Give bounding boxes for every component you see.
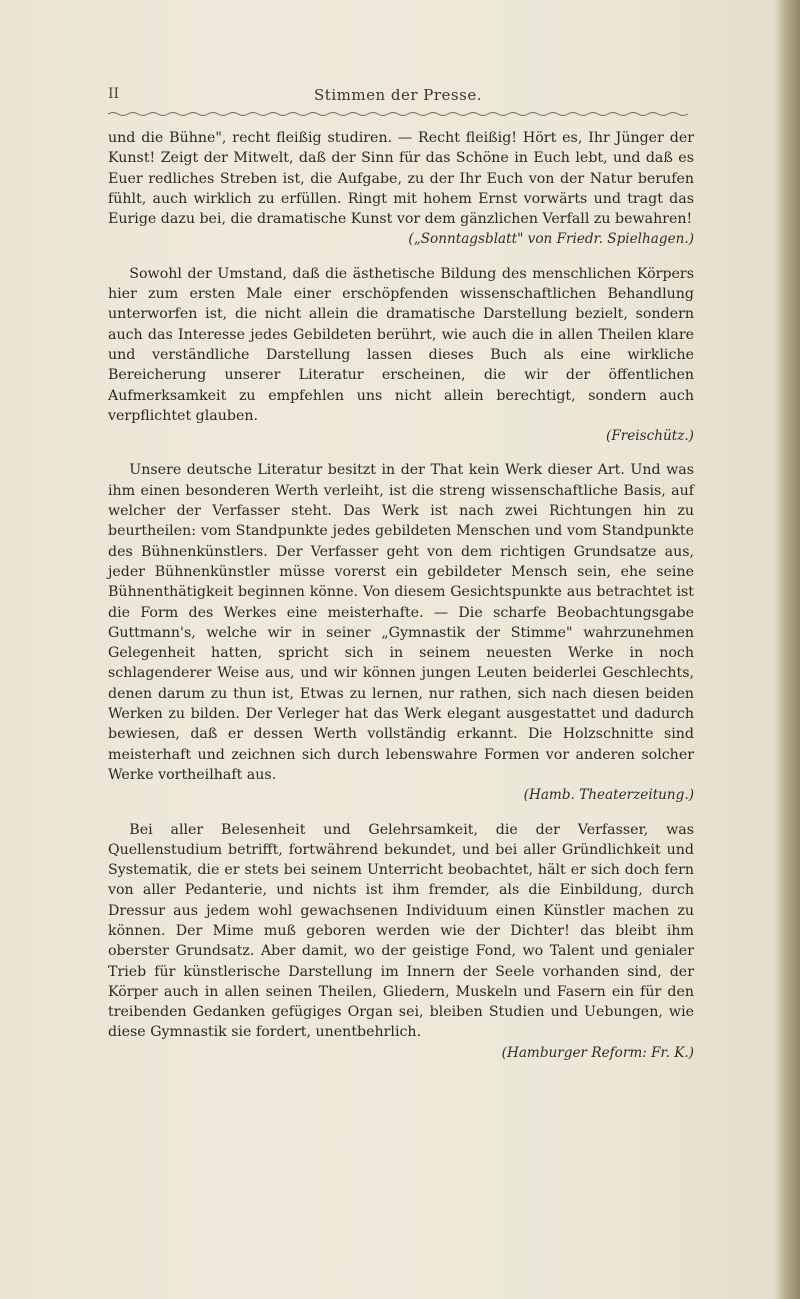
review-source: (Hamburger Reform: Fr. K.) (501, 1044, 694, 1061)
paragraph-gap (108, 452, 694, 460)
review-paragraph: Bei aller Belesenheit und Gelehrsamkeit, die der Verfasser, was Quellenstudium betrifft, fortwährend bekundet, und bei aller Gründlichkeit und Systematik, die er stets bei seinem Unterricht beobachtet, hält er sich doch fern von aller Pedanterie, und nichts ist ihm fremder, als die Einbildung, durch Dressur aus jedem wohl gewachsenen Individuum einen Künstler machen zu können. Der Mime muß geboren werden wie der Dichter! das bleibt ihm oberster Grundsatz. Aber damit, wo der geistige Fond, wo Talent und genialer Trieb für künstlerische Darstellung im Innern der Seele vorhanden sind, der Körper auch in allen seinen Theilen, Gliedern, Muskeln und Fasern ein für den treibenden Gedanken gefügiges Organ sei, bleiben Studien und Uebungen, wie diese Gymnastik sie fordert, unentbehrlich. (108, 821, 694, 1041)
review-source: (Hamb. Theaterzeitung.) (523, 787, 694, 804)
page-edge-shadow (774, 0, 800, 1299)
paragraph-gap (108, 812, 694, 820)
page-header (108, 86, 688, 108)
review-column (108, 128, 694, 1069)
running-head: Stimmen der Presse. (314, 86, 482, 104)
review-source: (Freischütz.) (606, 428, 694, 445)
wavy-rule-icon (108, 111, 692, 117)
review-paragraph: und die Bühne", recht fleißig studiren. — Recht fleißig! Hört es, Ihr Jünger der Kunst! Zeigt der Mitwelt, daß der Sinn für das Schöne in Euch lebt, und daß es Euer redliches Streben ist, die Aufgabe, zu der Ihr Euch von der Natur berufen fühlt, auch wirklich zu erfüllen. Ringt mit hohem Ernst vorwärts und tragt das Eurige dazu bei, die dramatische Kunst vor dem gänzlichen Verfall zu bewahren! (108, 130, 694, 228)
review-source: („Sonntagsblatt" von Friedr. Spielhagen.) (408, 231, 694, 248)
ornamental-rule (108, 111, 692, 117)
review-paragraph: Unsere deutsche Literatur besitzt in der That kein Werk dieser Art. Und was ihm einen besonderen Werth verleiht, ist die streng wissenschaftliche Basis, auf welcher der Verfasser steht. Das Werk ist nach zwei Richtungen hin zu beurtheilen: vom Standpunkte jedes gebildeten Menschen und vom Standpunkte des Bühnenkünstlers. Der Verfasser geht von dem richtigen Grundsatze aus, jeder Bühnenkünstler müsse vorerst ein gebildeter Mensch sein, ehe seine Bühnenthätigkeit beginnen könne. Von diesem Gesichtspunkte aus betrachtet ist die Form des Werkes eine meisterhafte. — Die scharfe Beobachtungsgabe Guttmann's, welche wir in seiner „Gymnastik der Stimme" wahrzunehmen Gelegenheit hatten, spricht sich in seinem neuesten Werke in noch schlagenderer Weise aus, und wir können jungen Leuten beiderlei Geschlechts, denen darum zu thun ist, Etwas zu lernen, nur rathen, sich nach diesen beiden Werken zu bilden. Der Verleger hat das Werk elegant ausgestattet und dadurch bewiesen, daß er dessen Werth vollständig erkannt. Die Holzschnitte sind meisterhaft und zeichnen sich durch lebenswahre Formen vor anderen solcher Werke vortheilhaft aus. (108, 462, 694, 783)
page-number: II (108, 86, 120, 102)
paragraph-gap (108, 256, 694, 264)
review-paragraph: Sowohl der Umstand, daß die ästhetische Bildung des menschlichen Körpers hier zum ersten Male einer erschöpfenden wissenschaftlichen Behandlung unterworfen ist, die nicht allein die dramatische Darstellung bezielt, sondern auch das Interesse jedes Gebildeten berührt, wie auch die in allen Theilen klare und verständliche Darstellung lassen dieses Buch als eine wirkliche Bereicherung unserer Literatur erscheinen, die wir der öffentlichen Aufmerksamkeit zu empfehlen uns nicht allein berechtigt, sondern auch verpflichtet glauben. (108, 265, 694, 424)
